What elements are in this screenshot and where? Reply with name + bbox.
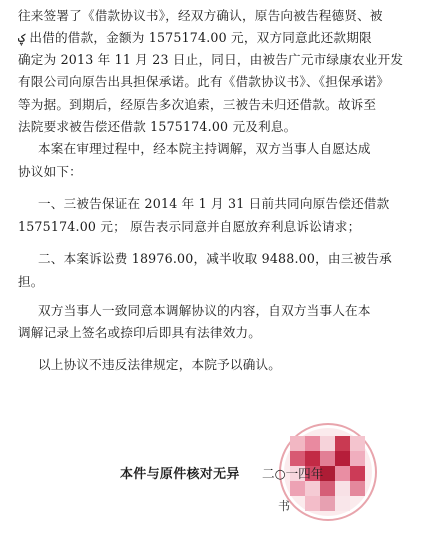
paragraph-line: 担。 bbox=[18, 274, 44, 289]
paragraph-line: 二、本案诉讼费 18976.00，减半收取 9488.00，由三被告承 bbox=[38, 251, 392, 266]
paragraph-line: ؼ 出借的借款，金额为 1575174.00 元，双方同意此还款期限 bbox=[18, 30, 372, 45]
bottom-mark: 书 bbox=[278, 499, 291, 513]
paragraph-line: 确定为 2013 年 11 月 23 日止，同日，由被告广元市绿康农业开发 bbox=[18, 52, 404, 67]
paragraph-line: 协议如下： bbox=[18, 164, 82, 179]
paragraph-line: 1575174.00 元； 原告表示同意并自愿放弃利息诉讼请求； bbox=[18, 219, 361, 234]
certification-stamp: 本件与原件核对无异 bbox=[120, 467, 240, 482]
paragraph-line: 等为据。到期后，经原告多次追索，三被告未归还借款。故诉至 bbox=[18, 97, 377, 112]
date-text: 二○一四年 bbox=[262, 466, 324, 481]
paragraph-line: 以上协议不违反法律规定，本院予以确认。 bbox=[38, 357, 282, 372]
paragraph-line: 往来签署了《借款协议书》，经双方确认，原告向被告程德贤、被 bbox=[18, 8, 383, 23]
paragraph-line: 本案在审理过程中，经本院主持调解，双方当事人自愿达成 bbox=[38, 141, 371, 156]
paragraph-line: 调解记录上签名或捺印后即具有法律效力。 bbox=[18, 325, 262, 340]
paragraph-line: 法院要求被告偿还借款 1575174.00 元及利息。 bbox=[18, 119, 297, 134]
paragraph-line: 一、三被告保证在 2014 年 1 月 31 日前共同向原告偿还借款 bbox=[38, 196, 390, 211]
paragraph-line: 有限公司向原告出具担保承诺。此有《借款协议书》、《担保承诺》 bbox=[18, 74, 390, 89]
paragraph-line: 双方当事人一致同意本调解协议的内容，自双方当事人在本 bbox=[38, 303, 371, 318]
